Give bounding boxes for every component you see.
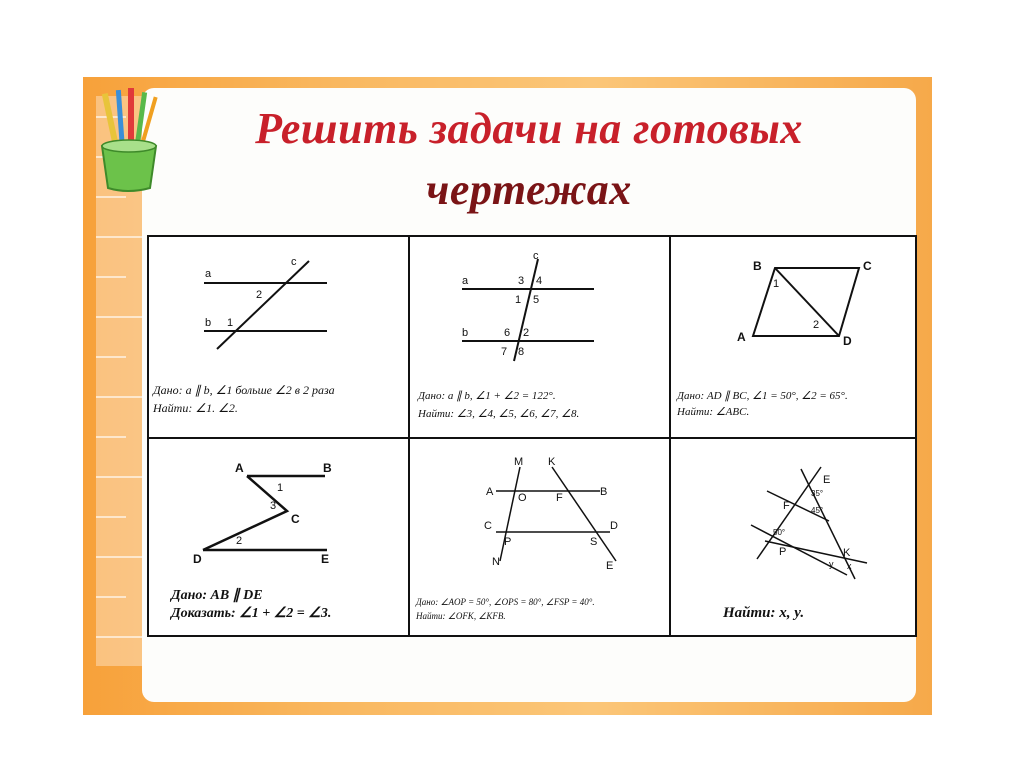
slide-title-line-2: чертежах: [426, 165, 632, 214]
label-a: a: [205, 268, 212, 280]
point-F: F: [556, 492, 563, 504]
angle-label-2: 2: [813, 319, 820, 331]
point-M: M: [514, 456, 524, 468]
problem-1: [149, 237, 408, 437]
angle-label-4: 4: [536, 275, 543, 287]
problem-4-find: Доказать: ∠1 + ∠2 = ∠3.: [171, 606, 332, 621]
problem-5: [410, 439, 669, 637]
vertex-B: B: [753, 259, 762, 273]
problem-2: [410, 237, 669, 437]
point-F: F: [783, 500, 790, 512]
angle-label-7: 7: [501, 346, 508, 358]
angle-label-5: 5: [533, 294, 540, 306]
point-E: E: [823, 474, 831, 486]
point-P: P: [504, 536, 512, 548]
angle-label-8: 8: [518, 346, 525, 358]
angle-label-1: 1: [227, 317, 234, 329]
label-a: a: [462, 275, 469, 287]
angle-label-1: 1: [773, 278, 780, 290]
angle-35: 35°: [811, 489, 824, 498]
vertex-C: C: [291, 512, 300, 526]
angle-label-1: 1: [277, 482, 284, 494]
var-y: y: [829, 559, 834, 569]
point-O: O: [518, 492, 527, 504]
vertex-A: A: [235, 461, 244, 475]
point-E: E: [606, 560, 614, 572]
slide-title-line-1: Решить задачи на готовых: [255, 104, 803, 153]
vertex-D: D: [193, 552, 202, 566]
angle-label-2: 2: [256, 289, 263, 301]
problem-2-given: Дано: a ∥ b, ∠1 + ∠2 = 122°.: [418, 390, 556, 402]
label-b: b: [462, 327, 469, 339]
point-D: D: [610, 520, 618, 532]
problem-6-find: Найти: x, y.: [723, 605, 805, 621]
problem-5-given: Дано: ∠AOP = 50°, ∠OPS = 80°, ∠FSP = 40°.: [416, 597, 595, 607]
point-K: K: [843, 547, 851, 559]
problem-3-given: Дано: AD ∥ BC, ∠1 = 50°, ∠2 = 65°.: [677, 390, 848, 402]
problem-1-given: Дано: a ∥ b, ∠1 больше ∠2 в 2 раза: [153, 383, 335, 397]
angle-label-3: 3: [270, 500, 277, 512]
label-c: c: [533, 250, 539, 262]
point-P: P: [779, 546, 787, 558]
problem-5-find: Найти: ∠OFK, ∠KFB.: [416, 611, 506, 621]
problem-6: [671, 439, 917, 637]
angle-label-1: 1: [515, 294, 522, 306]
problem-2-find: Найти: ∠3, ∠4, ∠5, ∠6, ∠7, ∠8.: [418, 408, 580, 420]
angle-50: 50°: [773, 528, 786, 537]
vertex-B: B: [323, 461, 332, 475]
point-B: B: [600, 486, 608, 498]
angle-label-6: 6: [504, 327, 511, 339]
label-c: c: [291, 256, 297, 268]
vertex-E: E: [321, 552, 330, 566]
point-S: S: [590, 536, 598, 548]
vertex-A: A: [737, 330, 746, 344]
vertex-D: D: [843, 334, 852, 348]
point-C: C: [484, 520, 492, 532]
problem-grid: [147, 235, 917, 637]
point-K: K: [548, 456, 556, 468]
problem-3: [671, 237, 917, 437]
angle-label-2: 2: [523, 327, 530, 339]
problem-3-find: Найти: ∠ABC.: [677, 406, 750, 418]
point-N: N: [492, 556, 500, 568]
angle-label-3: 3: [518, 275, 525, 287]
problem-4-given: Дано: AB ∥ DE: [171, 588, 263, 603]
point-A: A: [486, 486, 494, 498]
var-x: x: [847, 561, 852, 571]
problem-1-find: Найти: ∠1. ∠2.: [153, 401, 238, 415]
angle-45: 45°: [811, 506, 824, 515]
angle-label-2: 2: [236, 535, 243, 547]
vertex-C: C: [863, 259, 872, 273]
problem-4: [149, 439, 408, 637]
label-b: b: [205, 317, 212, 329]
